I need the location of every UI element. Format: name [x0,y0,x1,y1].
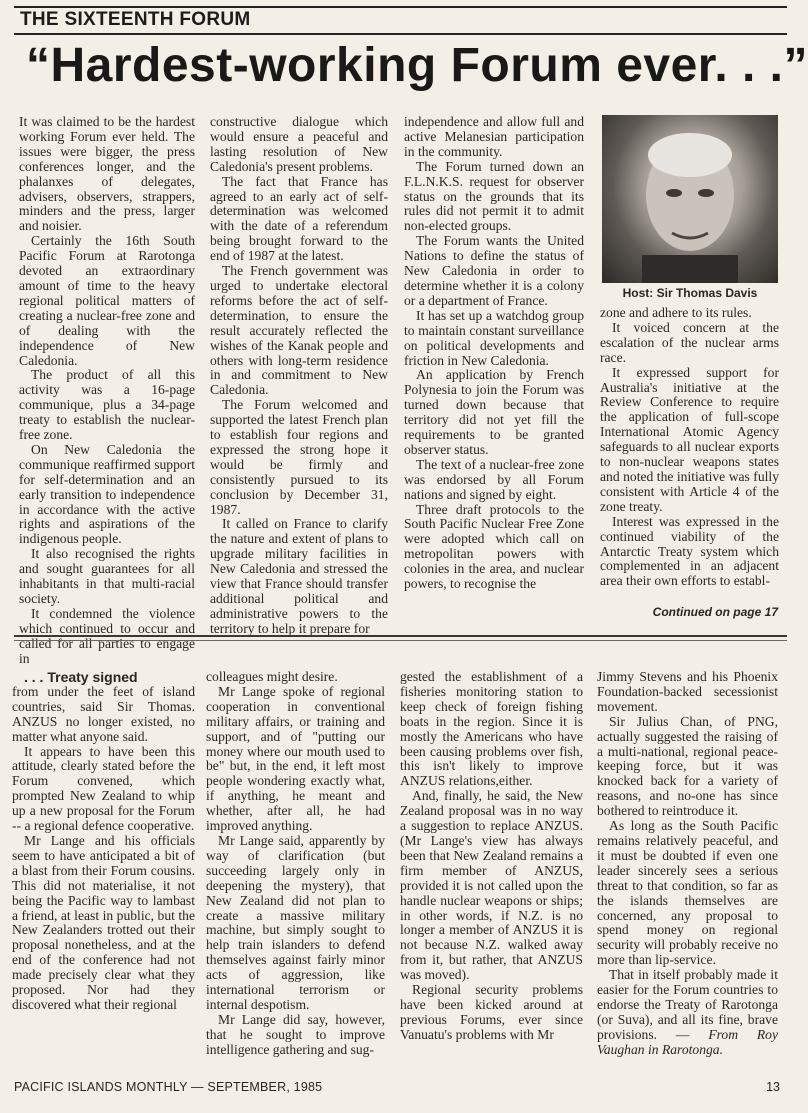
section-heading: THE SIXTEENTH FORUM [20,9,251,30]
paragraph: It also recognised the rights and sought guarantees for all inhabitants in that multi-racial society. [19,546,195,606]
photo-caption: Host: Sir Thomas Davis [622,286,758,300]
paragraph: colleagues might desire. [206,669,338,684]
paragraph: Three draft protocols to the South Pacific Nuclear Free Zone were adopted which call on metropolitan powers with colonies in the area, and nuclear powers, to recognise the [404,501,584,592]
page-number: 13 [766,1080,780,1094]
paragraph: from under the feet of island countries, said Sir Thomas. ANZUS no longer existed, no matter what anyone said. [12,683,195,744]
paragraph: It was claimed to be the hardest working Forum ever held. The issues were bigger, the press conferences longer, and the phalanxes of delegates, advisers, observers, strappers, minders and the press, larger and noisier. [19,114,195,234]
bottom-column-2 [206,670,385,1070]
paragraph: It condemned the violence which continued to occur and called for all parties to engage in [19,605,195,666]
paragraph: An application by French Polynesia to join the Forum was turned down because that territory did not yet fill the requirements to be granted observer status. [404,367,584,457]
continuation-heading: . . . Treaty signed [24,669,138,685]
paragraph: It voiced concern at the escalation of the nuclear arms race. [600,319,779,365]
paragraph: Sir Julius Chan, of PNG, actually suggested the raising of a multi-national, regional peace-keeping force, but it was knocked back for a variety of reasons, and no-one has since bothered to reintroduce it. [597,713,778,819]
paragraph: independence and allow full and active Melanesian participation in the community. [404,114,584,159]
author-signoff: From Roy Vaughan in Rarotonga. [597,1026,778,1057]
paragraph: As long as the South Pacific remains relatively peaceful, and it must be doubted if even one leader sincerely sees a serious threat to that condition, so far as the islands themselves are concerned, any proposal to spend money on regional security will probably receive no more than lip-service. [597,818,778,968]
paragraph: It appears to have been this attitude, clearly stated before the Forum convened, which prompted New Zealand to whip up a new proposal for the Forum -- a regional defence cooperative. [12,743,195,834]
header-rule-top [14,6,787,8]
paragraph: The product of all this activity was a 16-page communique, plus a 34-page treaty to establish the nuclear-free zone. [19,367,195,443]
paragraph: Jimmy Stevens and his Phoenix Foundation-backed secessionist movement. [597,669,778,714]
paragraph: The French government was urged to undertake electoral reforms before the act of self-determination, to ensure the result accurately reflected the wishes of the Kanak people and others with long-term residence in and commitment to New Caledonia. [210,263,388,398]
paragraph: Certainly the 16th South Pacific Forum at Rarotonga devoted an extraordinary amount of time to the heavy regional political matters of creating a nuclear-free zone and of dealing with the independence of New Caledonia. [19,233,195,368]
header-rule-bottom [14,33,787,35]
top-column-3 [404,115,584,625]
bottom-column-1 [12,670,195,1070]
paragraph-text: That in itself probably made it easier for the Forum countries to endorse the Treaty of Rarotonga (or Suva), and all its fine, brave provisions. — [597,967,778,1042]
paragraph: Mr Lange did say, however, that he sought to improve intelligence gathering and sug- [206,1011,385,1057]
paragraph [597,968,778,1057]
paragraph: It has set up a watchdog group to maintain constant surveillance on political developments and friction in New Caledonia. [404,307,584,368]
paragraph: constructive dialogue which would ensure a peaceful and lasting resolution of New Caledonia's present problems. [210,114,388,174]
paragraph: gested the establishment of a fisheries monitoring station to keep check of foreign fishing boats in the region. Since it is mostly the Americans who have been causing problems over fish, this isn't likely to improve ANZUS relations,either. [400,669,583,789]
paragraph: Interest was expressed in the continued viability of the Antarctic Treaty system which complemented in an adjacent area their own efforts to establ- [600,513,779,589]
paragraph: Mr Lange and his officials seem to have anticipated a bit of a blast from their Forum cousins. This did not materialise, it not being the Pacific way to lambast a friend, at least in public, but the New Zealanders trotted out their proposal nonetheless, and at the end of the conference had not made precisely clear what they proposed. Nor had they discovered what their regional [12,832,195,1012]
paragraph: The text of a nuclear-free zone was endorsed by all Forum nations and signed by eight. [404,456,584,502]
paragraph: On New Caledonia the communique reaffirmed support for self-determination and an early transition to independence in accordance with the active rights and aspirations of the indigenous people. [19,441,195,547]
portrait-photo [602,115,778,283]
bottom-column-4 [597,670,778,1070]
paragraph: It called on France to clarify the nature and extent of plans to upgrade military facilities in New Caledonia and stressed the view that France should transfer additional political and administrative powers to the territory to help it prepare for [210,516,388,636]
section-divider-thin [14,640,787,641]
paragraph: The fact that France has agreed to an early act of self-determination was welcomed with the date of a referendum being brought forward to the end of 1987 at the latest. [210,173,388,264]
paragraph: Mr Lange said, apparently by way of clarification (but succeeding largely only in deepening the mystery), that New Zealand did not plan to create a massive military machine, but simply sought to help train islanders to defend themselves against fairly minor acts of aggression, like international terrorism or internal despotism. [206,832,385,1012]
paragraph: The Forum turned down an F.L.N.K.S. request for observer status on the grounds that its rules did not permit it to admit non-elected groups. [404,158,584,234]
portrait-image [602,115,778,283]
bottom-column-3 [400,670,583,1070]
article-headline: “Hardest-working Forum ever. . .” [26,39,808,92]
section-divider [14,635,787,637]
top-column-4 [600,306,779,598]
continued-note: Continued on page 17 [652,605,778,619]
paragraph: Regional security problems have been kicked around at previous Forums, ever since Vanuatu's problems with Mr [400,982,583,1042]
paragraph: zone and adhere to its rules. [600,305,752,320]
top-column-2 [210,114,388,636]
paragraph: The Forum welcomed and supported the latest French plan to establish four regions and expressed the strong hope it would be firmly and consistently pursued to its conclusion by December 31, 1987. [210,397,388,517]
paragraph: Mr Lange spoke of regional cooperation in conventional military affairs, or training and support, and of "putting our money where our mouth used to be" but, in the end, it left most people wondering exactly what, if anything, he meant and whether, after all, he had improved anything. [206,683,385,834]
top-column-1 [19,114,195,666]
paragraph: The Forum wants the United Nations to define the status of New Caledonia in order to determine whether it is a colony or a department of France. [404,233,584,308]
publication-footer: PACIFIC ISLANDS MONTHLY — SEPTEMBER, 1985 [14,1080,323,1094]
paragraph: It expressed support for Australia's initiative at the Review Conference to require the application of full-scope International Atomic Agency safeguards to all nuclear exports to non-nuclear weapons states and noted the initiative was fully consistent with Article 4 of the zone treaty. [600,364,779,514]
paragraph: And, finally, he said, the New Zealand proposal was in no way a suggestion to replace ANZUS. (Mr Lange's view has always been that New Zealand remains a firm member of ANZUS, provided it is not called upon the handle nuclear weapons or ships; in other words, if N.Z. is no longer a member of ANZUS it is not because N.Z. walked away from it, but rather, that ANZUS was moved). [400,788,583,983]
